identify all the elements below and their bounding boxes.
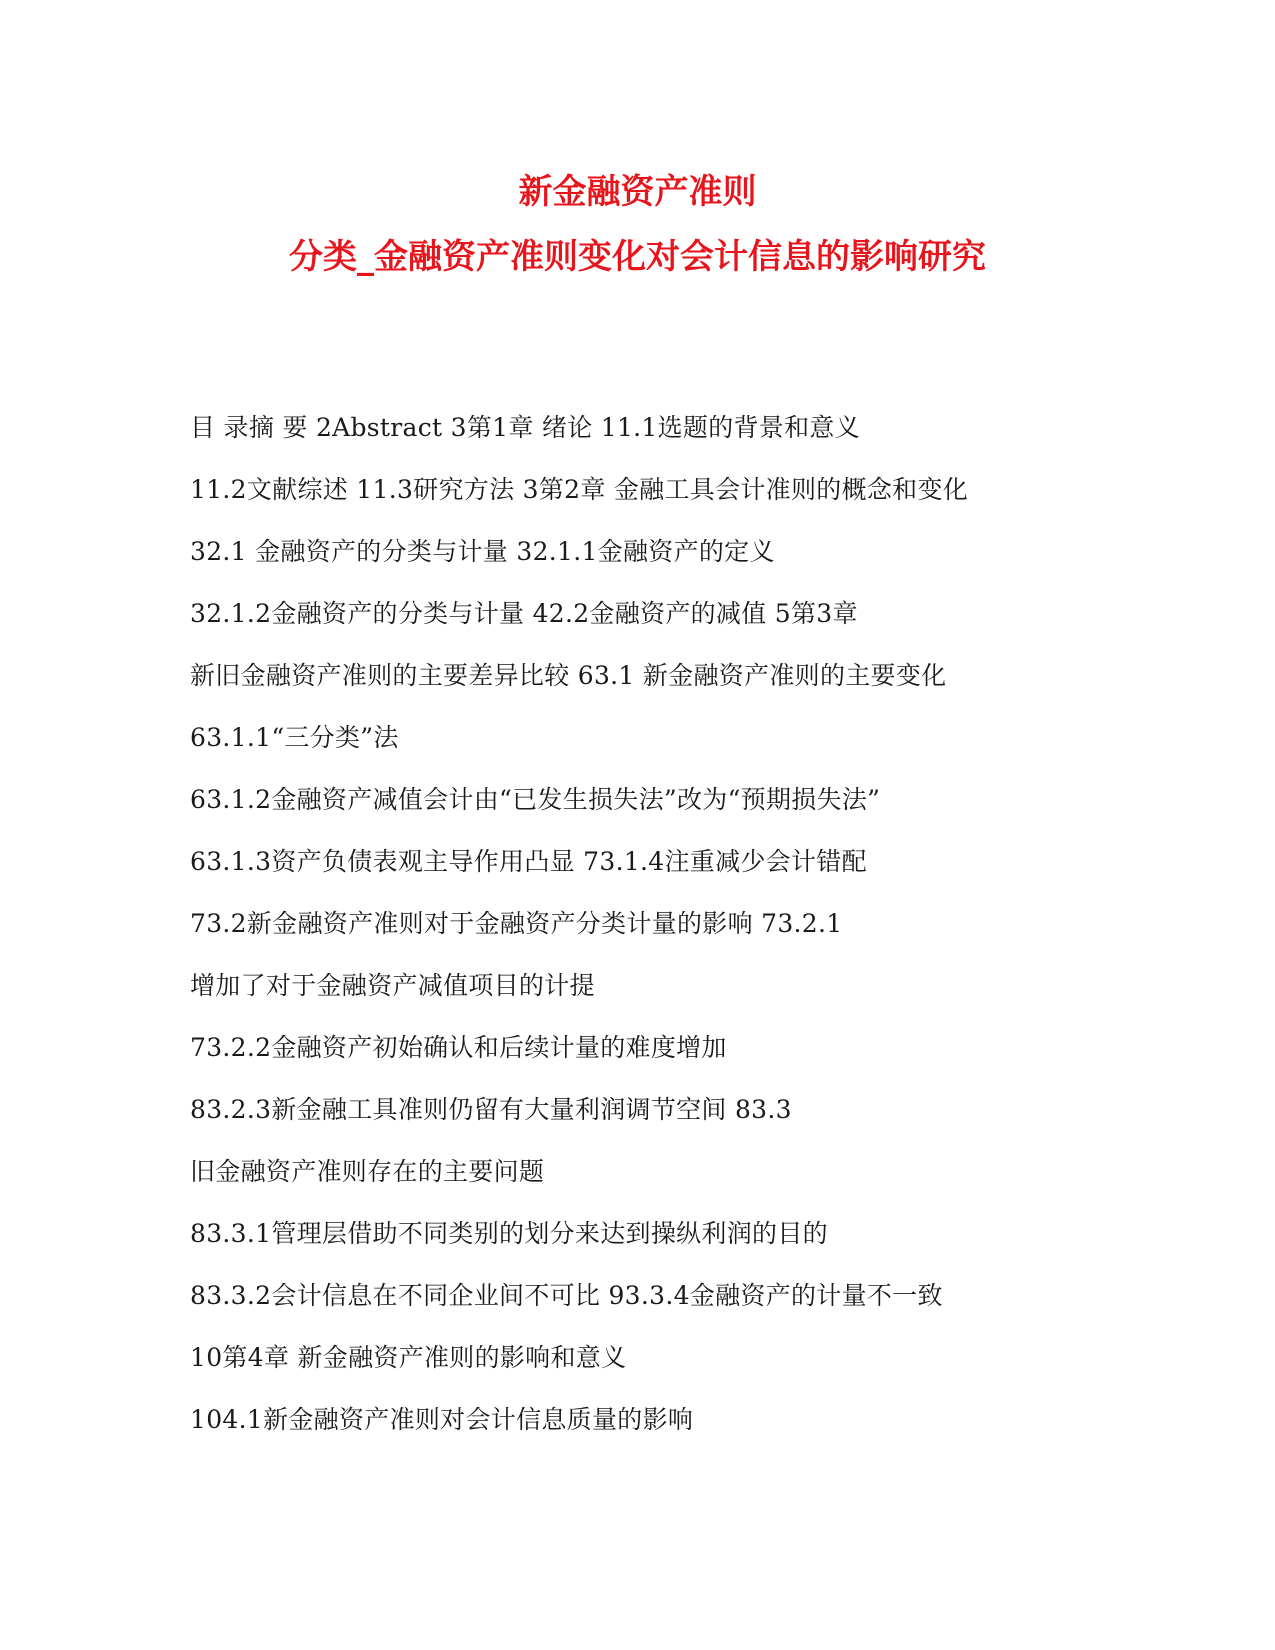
toc-line: 83.3.2会计信息在不同企业间不可比 93.3.4金融资产的计量不一致 bbox=[190, 1281, 943, 1310]
document-title-line2: 分类_金融资产准则变化对会计信息的影响研究 bbox=[289, 237, 986, 277]
toc-line: 10第4章 新金融资产准则的影响和意义 bbox=[190, 1343, 627, 1372]
toc-line: 32.1.2金融资产的分类与计量 42.2金融资产的减值 5第3章 bbox=[190, 599, 858, 628]
toc-line: 63.1.2金融资产减值会计由“已发生损失法”改为“预期损失法” bbox=[190, 785, 881, 814]
toc-line: 新旧金融资产准则的主要差异比较 63.1 新金融资产准则的主要变化 bbox=[190, 661, 947, 690]
toc-line: 83.2.3新金融工具准则仍留有大量利润调节空间 83.3 bbox=[190, 1095, 792, 1124]
toc-line: 旧金融资产准则存在的主要问题 bbox=[190, 1157, 545, 1186]
toc-line: 63.1.1“三分类”法 bbox=[190, 723, 399, 752]
toc-line: 目 录摘 要 2Abstract 3第1章 绪论 11.1选题的背景和意义 bbox=[190, 413, 860, 442]
table-of-contents bbox=[190, 410, 1190, 1464]
toc-line: 11.2文献综述 11.3研究方法 3第2章 金融工具会计准则的概念和变化 bbox=[190, 475, 969, 504]
toc-line: 63.1.3资产负债表观主导作用凸显 73.1.4注重减少会计错配 bbox=[190, 847, 867, 876]
toc-line: 73.2.2金融资产初始确认和后续计量的难度增加 bbox=[190, 1033, 727, 1062]
toc-line: 83.3.1管理层借助不同类别的划分来达到操纵利润的目的 bbox=[190, 1219, 828, 1248]
toc-line: 104.1新金融资产准则对会计信息质量的影响 bbox=[190, 1405, 694, 1434]
toc-line: 32.1 金融资产的分类与计量 32.1.1金融资产的定义 bbox=[190, 537, 775, 566]
toc-line: 增加了对于金融资产减值项目的计提 bbox=[190, 971, 595, 1000]
toc-line: 73.2新金融资产准则对于金融资产分类计量的影响 73.2.1 bbox=[190, 909, 843, 938]
document-title-line1: 新金融资产准则 bbox=[518, 172, 757, 212]
